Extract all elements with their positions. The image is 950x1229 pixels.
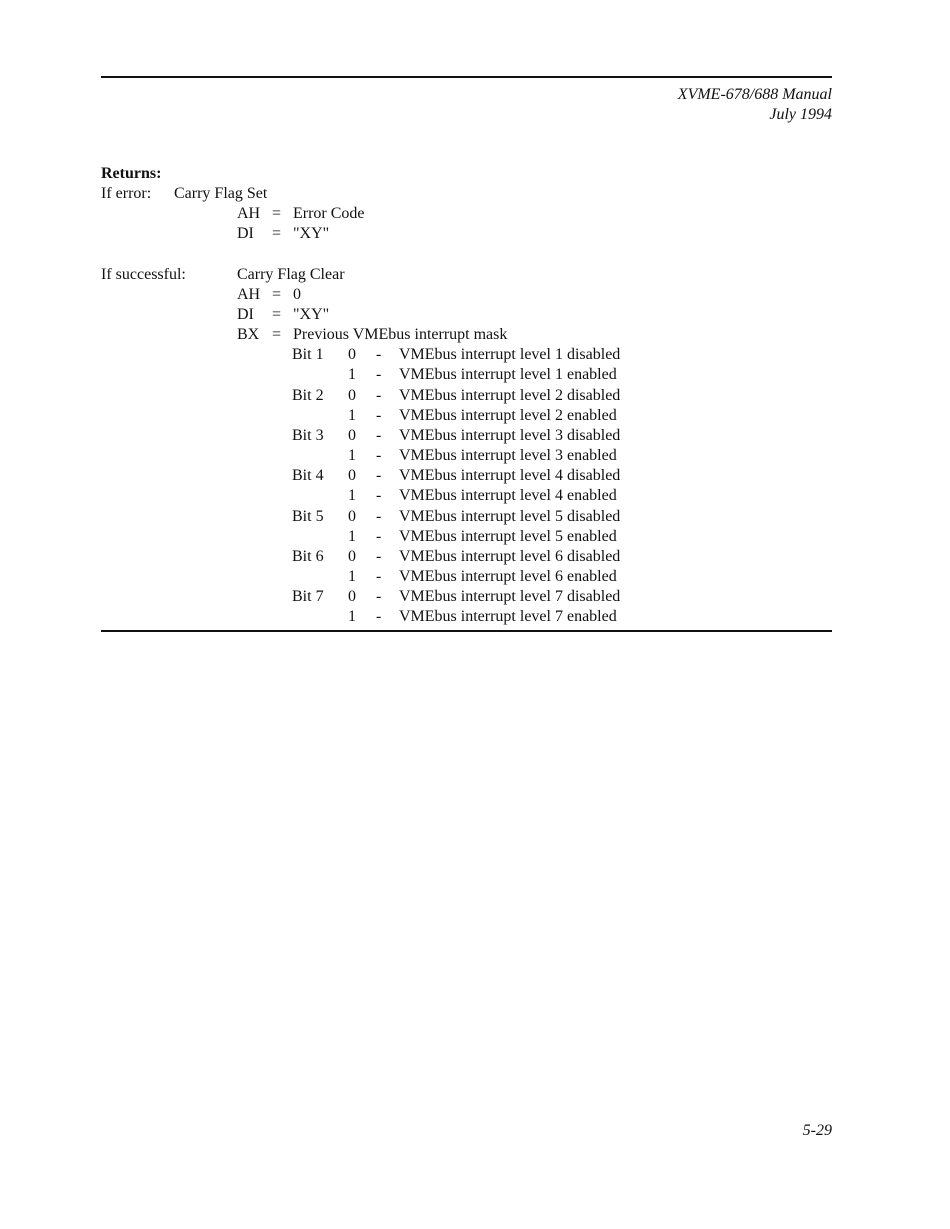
- bit-dash: -: [376, 366, 382, 383]
- bit-value: 1: [348, 528, 356, 545]
- bit-value: 0: [348, 346, 356, 363]
- bit-dash: -: [376, 407, 382, 424]
- error-reg-value: "XY": [293, 225, 330, 242]
- bit-value: 1: [348, 407, 356, 424]
- success-reg-eq: =: [272, 326, 282, 343]
- bit-value: 1: [348, 366, 356, 383]
- error-reg-name: AH: [237, 205, 261, 222]
- bit-label: Bit 2: [292, 387, 324, 404]
- bit-dash: -: [376, 487, 382, 504]
- error-flag: Carry Flag Set: [174, 185, 268, 202]
- success-label: If successful:: [101, 266, 186, 283]
- bit-description: VMEbus interrupt level 5 disabled: [399, 508, 621, 525]
- error-reg-eq: =: [272, 205, 282, 222]
- bit-dash: -: [376, 588, 382, 605]
- bit-description: VMEbus interrupt level 2 disabled: [399, 387, 621, 404]
- bit-dash: -: [376, 608, 382, 625]
- bit-description: VMEbus interrupt level 3 disabled: [399, 427, 621, 444]
- bit-value: 0: [348, 508, 356, 525]
- success-flag: Carry Flag Clear: [237, 266, 345, 283]
- bit-dash: -: [376, 508, 382, 525]
- success-reg-value: Previous VMEbus interrupt mask: [293, 326, 508, 343]
- bit-description: VMEbus interrupt level 3 enabled: [399, 447, 617, 464]
- bit-dash: -: [376, 467, 382, 484]
- bit-description: VMEbus interrupt level 4 enabled: [399, 487, 617, 504]
- bit-description: VMEbus interrupt level 1 enabled: [399, 366, 617, 383]
- bit-dash: -: [376, 346, 382, 363]
- bit-label: Bit 6: [292, 548, 324, 565]
- success-reg-value: 0: [293, 286, 301, 303]
- bit-label: Bit 4: [292, 467, 324, 484]
- error-label: If error:: [101, 185, 152, 202]
- returns-heading: Returns:: [101, 165, 162, 182]
- error-reg-value: Error Code: [293, 205, 365, 222]
- header-manual-title: XVME-678/688 Manual: [677, 86, 832, 103]
- bit-label: Bit 7: [292, 588, 324, 605]
- header-date: July 1994: [769, 106, 832, 123]
- bit-value: 1: [348, 447, 356, 464]
- bit-dash: -: [376, 548, 382, 565]
- bit-value: 0: [348, 548, 356, 565]
- bit-description: VMEbus interrupt level 1 disabled: [399, 346, 621, 363]
- bit-description: VMEbus interrupt level 6 enabled: [399, 568, 617, 585]
- bit-dash: -: [376, 528, 382, 545]
- bit-description: VMEbus interrupt level 6 disabled: [399, 548, 621, 565]
- bit-description: VMEbus interrupt level 2 enabled: [399, 407, 617, 424]
- bit-value: 1: [348, 568, 356, 585]
- bit-description: VMEbus interrupt level 4 disabled: [399, 467, 621, 484]
- header-rule: [101, 76, 832, 78]
- bit-value: 1: [348, 608, 356, 625]
- error-reg-eq: =: [272, 225, 282, 242]
- bit-dash: -: [376, 568, 382, 585]
- bit-value: 0: [348, 467, 356, 484]
- bit-label: Bit 5: [292, 508, 324, 525]
- success-reg-name: BX: [237, 326, 260, 343]
- page-number: 5-29: [802, 1122, 832, 1139]
- bit-value: 0: [348, 387, 356, 404]
- success-reg-value: "XY": [293, 306, 330, 323]
- error-reg-name: DI: [237, 225, 254, 242]
- bit-value: 0: [348, 588, 356, 605]
- success-reg-name: DI: [237, 306, 254, 323]
- success-reg-eq: =: [272, 306, 282, 323]
- success-reg-name: AH: [237, 286, 261, 303]
- bit-value: 0: [348, 427, 356, 444]
- bit-label: Bit 1: [292, 346, 324, 363]
- success-reg-eq: =: [272, 286, 282, 303]
- bit-dash: -: [376, 427, 382, 444]
- bit-dash: -: [376, 387, 382, 404]
- bit-dash: -: [376, 447, 382, 464]
- bit-label: Bit 3: [292, 427, 324, 444]
- bit-description: VMEbus interrupt level 5 enabled: [399, 528, 617, 545]
- bit-description: VMEbus interrupt level 7 enabled: [399, 608, 617, 625]
- content-bottom-rule: [101, 630, 832, 632]
- bit-value: 1: [348, 487, 356, 504]
- bit-description: VMEbus interrupt level 7 disabled: [399, 588, 621, 605]
